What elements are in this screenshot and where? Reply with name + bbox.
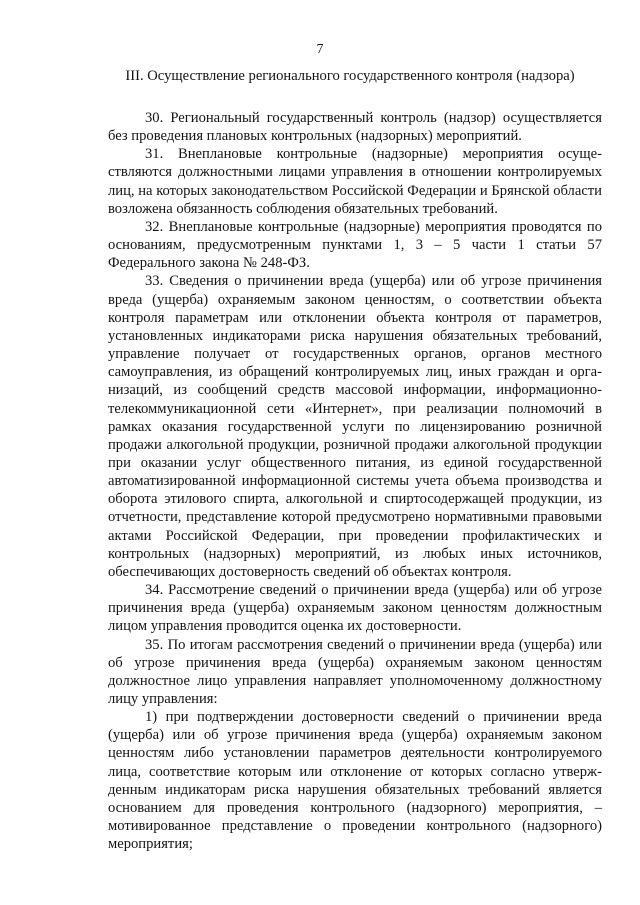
paragraph-34: 34. Рассмотрение сведений о причинении вреда (ущерба) или об угрозе причинения вреда (ущерба) охраняемым законом ценностям должностным лицом управления проводится оценка их достоверности.: [108, 582, 602, 635]
section-heading: III. Осуществление регионального государственного контроля (надзора): [125, 68, 575, 84]
paragraph-31: 31. Внеплановые контрольные (надзорные) мероприятия осуществляются должностными лицами управления в отношении контролируемых лиц, на которых законодательством Российской Федерации и Брянской области возложена обязанность соблюдения обязательных требований.: [108, 146, 602, 217]
document-body: [108, 109, 602, 853]
paragraph-30: 30. Региональный государственный контроль (надзор) осуществляется без проведения плановых контрольных (надзорных) мероприятий.: [108, 110, 602, 145]
paragraph-33: 33. Сведения о причинении вреда (ущерба) или об угрозе причинения вреда (ущерба) охраняемым законом ценностям, о соответствии объекта контроля параметрам или отклонении объекта контроля от параметров, установленных индикаторами риска нарушения обязательных требований, управление получает от государственных органов, органов местного самоуправления, из обращений контролируемых лиц, иных граждан и организаций, из сообщений средств массовой информации, информационно-телекоммуникационной сети «Интернет», при реализации полномочий в рамках оказания государственной услуги по лицензированию розничной продажи алкогольной продукции, розничной продажи алкогольной продукции при оказании услуг общественного питания, из единой государственной автоматизированной информационной системы учета объема производства и оборота этилового спирта, алкогольной и спиртосодержащей продукции, из отчетности, представление которой предусмотрено нормативными правовыми актами Российской Федерации, при проведении профилактических и контрольных (надзорных) мероприятий, из любых иных источников, обеспечивающих достоверность сведений об объектах контроля.: [108, 273, 602, 580]
paragraph-35-item-1: 1) при подтверждении достоверности сведений о причинении вреда (ущерба) или об угрозе причинения вреда (ущерба) охраняемым законом ценностям либо установлении параметров деятельности контролируемого лица, соответствие которым или отклонение от которых согласно утвержденным индикаторам риска нарушения обязательных требований является основанием для проведения контрольного (надзорного) мероприятия, – мотивированное представление о проведении контрольного (надзорного) мероприятия;: [108, 709, 602, 853]
page-number: 7: [316, 41, 324, 56]
paragraph-32: 32. Внеплановые контрольные (надзорные) мероприятия проводятся по основаниям, предусмотренным пунктами 1, 3 – 5 части 1 статьи 57 Федерального закона № 248-ФЗ.: [108, 218, 602, 272]
paragraph-35: 35. По итогам рассмотрения сведений о причинении вреда (ущерба) или об угрозе причинения вреда (ущерба) охраняемым законом ценностям должностное лицо управления направляет уполномоченному должностному лицу управления:: [108, 636, 602, 707]
